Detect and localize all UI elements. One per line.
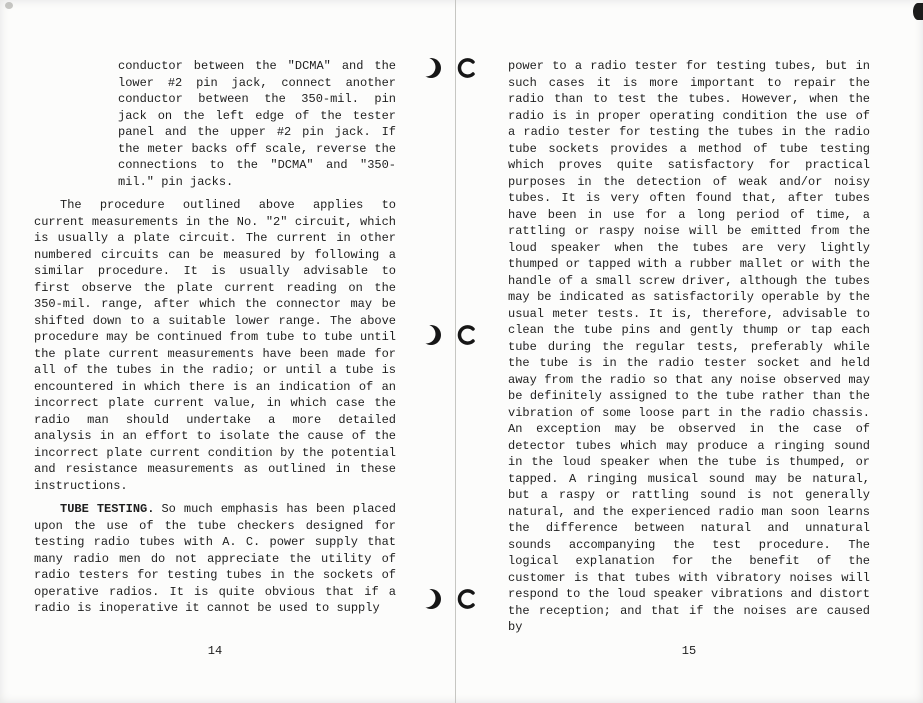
paragraph-procedure: The procedure outlined above applies to current measurements in the No. "2" circuit, which is usually a plate circuit. The current in other numbered circuits can be measured by following a similar procedure. It is usually advisable to first observe the plate current reading on the 350-mil. range, after which the connector may be shifted down to a suitable lower range. The above procedure may be continued from tube to tube until the plate current measurements have been made for all of the tubes in the radio; or until a tube is encountered in which there is an indication of an incorrect plate current value, in which case the radio man should undertake a more detailed analysis in an effort to isolate the cause of the incorrect plate current condition by the potential and resistance measurements as outlined in these instructions.	[34, 198, 396, 493]
binding-mark-pair	[421, 55, 477, 81]
paragraph-text: So much emphasis has been placed upon the use of the tube checkers designed for testing radio tubes with A. C. power supply that many radio men do not appreciate the utility of radio testers for testing tubes in the sockets of operative radios. It is quite obvious that if a radio is inoperative it cannot be used to supply	[34, 502, 397, 615]
binding-mark-pair	[421, 586, 477, 612]
paragraph-continuation: conductor between the "DCMA" and the lower #2 pin jack, connect another conductor between the 350-mil. pin jack on the left edge of the tester panel and the upper #2 pin jack. If the meter backs off scale, reverse the connections to the "DCMA" and "350-mil." pin jacks.	[118, 59, 396, 189]
binding-mark-pair	[421, 322, 477, 348]
punch-hole-c-icon	[457, 322, 477, 348]
left-page	[34, 58, 396, 624]
scan-artifact-top-right	[913, 3, 923, 20]
punch-hole-c-icon	[457, 586, 477, 612]
paragraph-continuation: power to a radio tester for testing tubes, but in such cases it is more important to repair the radio than to test the tubes. However, when the radio is in proper operating condition the use of a radio tester for testing the tubes in the radio tube sockets provides a method of tube testing which proves quite satisfactory for practical purposes in the detection of weak and/or noisy tubes. It is very often found that, after tubes have been in use for a long period of time, a rattling or raspy noise will be emitted from the loud speaker when the tubes are very lightly thumped or tapped with a rubber mallet or with the handle of a small screw driver, although the tubes may be indicated as satisfactorily operable by the usual meter tests. It is, therefore, advisable to clean the tube pins and gently thump or tap each tube during the regular tests, preferably while the tube is in the radio tester socket and held away from the radio so that any noise observed may be definitely assigned to the tube rather than the vibration of some loose part in the radio chassis. An exception may be observed in the case of detector tubes which may produce a ringing sound in the loud speaker when the tube is thumped, or tapped. A ringing musical sound may be natural, but a raspy or rattling sound is not generally natural, and the experienced radio man soon learns the difference between natural and unnatural sounds accompanying the test procedure. The logical explanation for the benefit of the customer is that tubes with vibratory noises will respond to the loud speaker vibrations and distort the reception; and that if the noises are caused by	[508, 59, 870, 634]
page-number-left: 14	[207, 644, 223, 658]
right-page	[508, 58, 870, 643]
section-heading: TUBE TESTING.	[60, 502, 155, 516]
punch-hole-crescent-icon	[421, 322, 441, 348]
page-number-right: 15	[681, 644, 697, 658]
punch-hole-crescent-icon	[421, 55, 441, 81]
scan-artifact-top-left	[5, 2, 13, 9]
paragraph-tube-testing	[34, 501, 396, 617]
punch-hole-c-icon	[457, 55, 477, 81]
punch-hole-crescent-icon	[421, 586, 441, 612]
